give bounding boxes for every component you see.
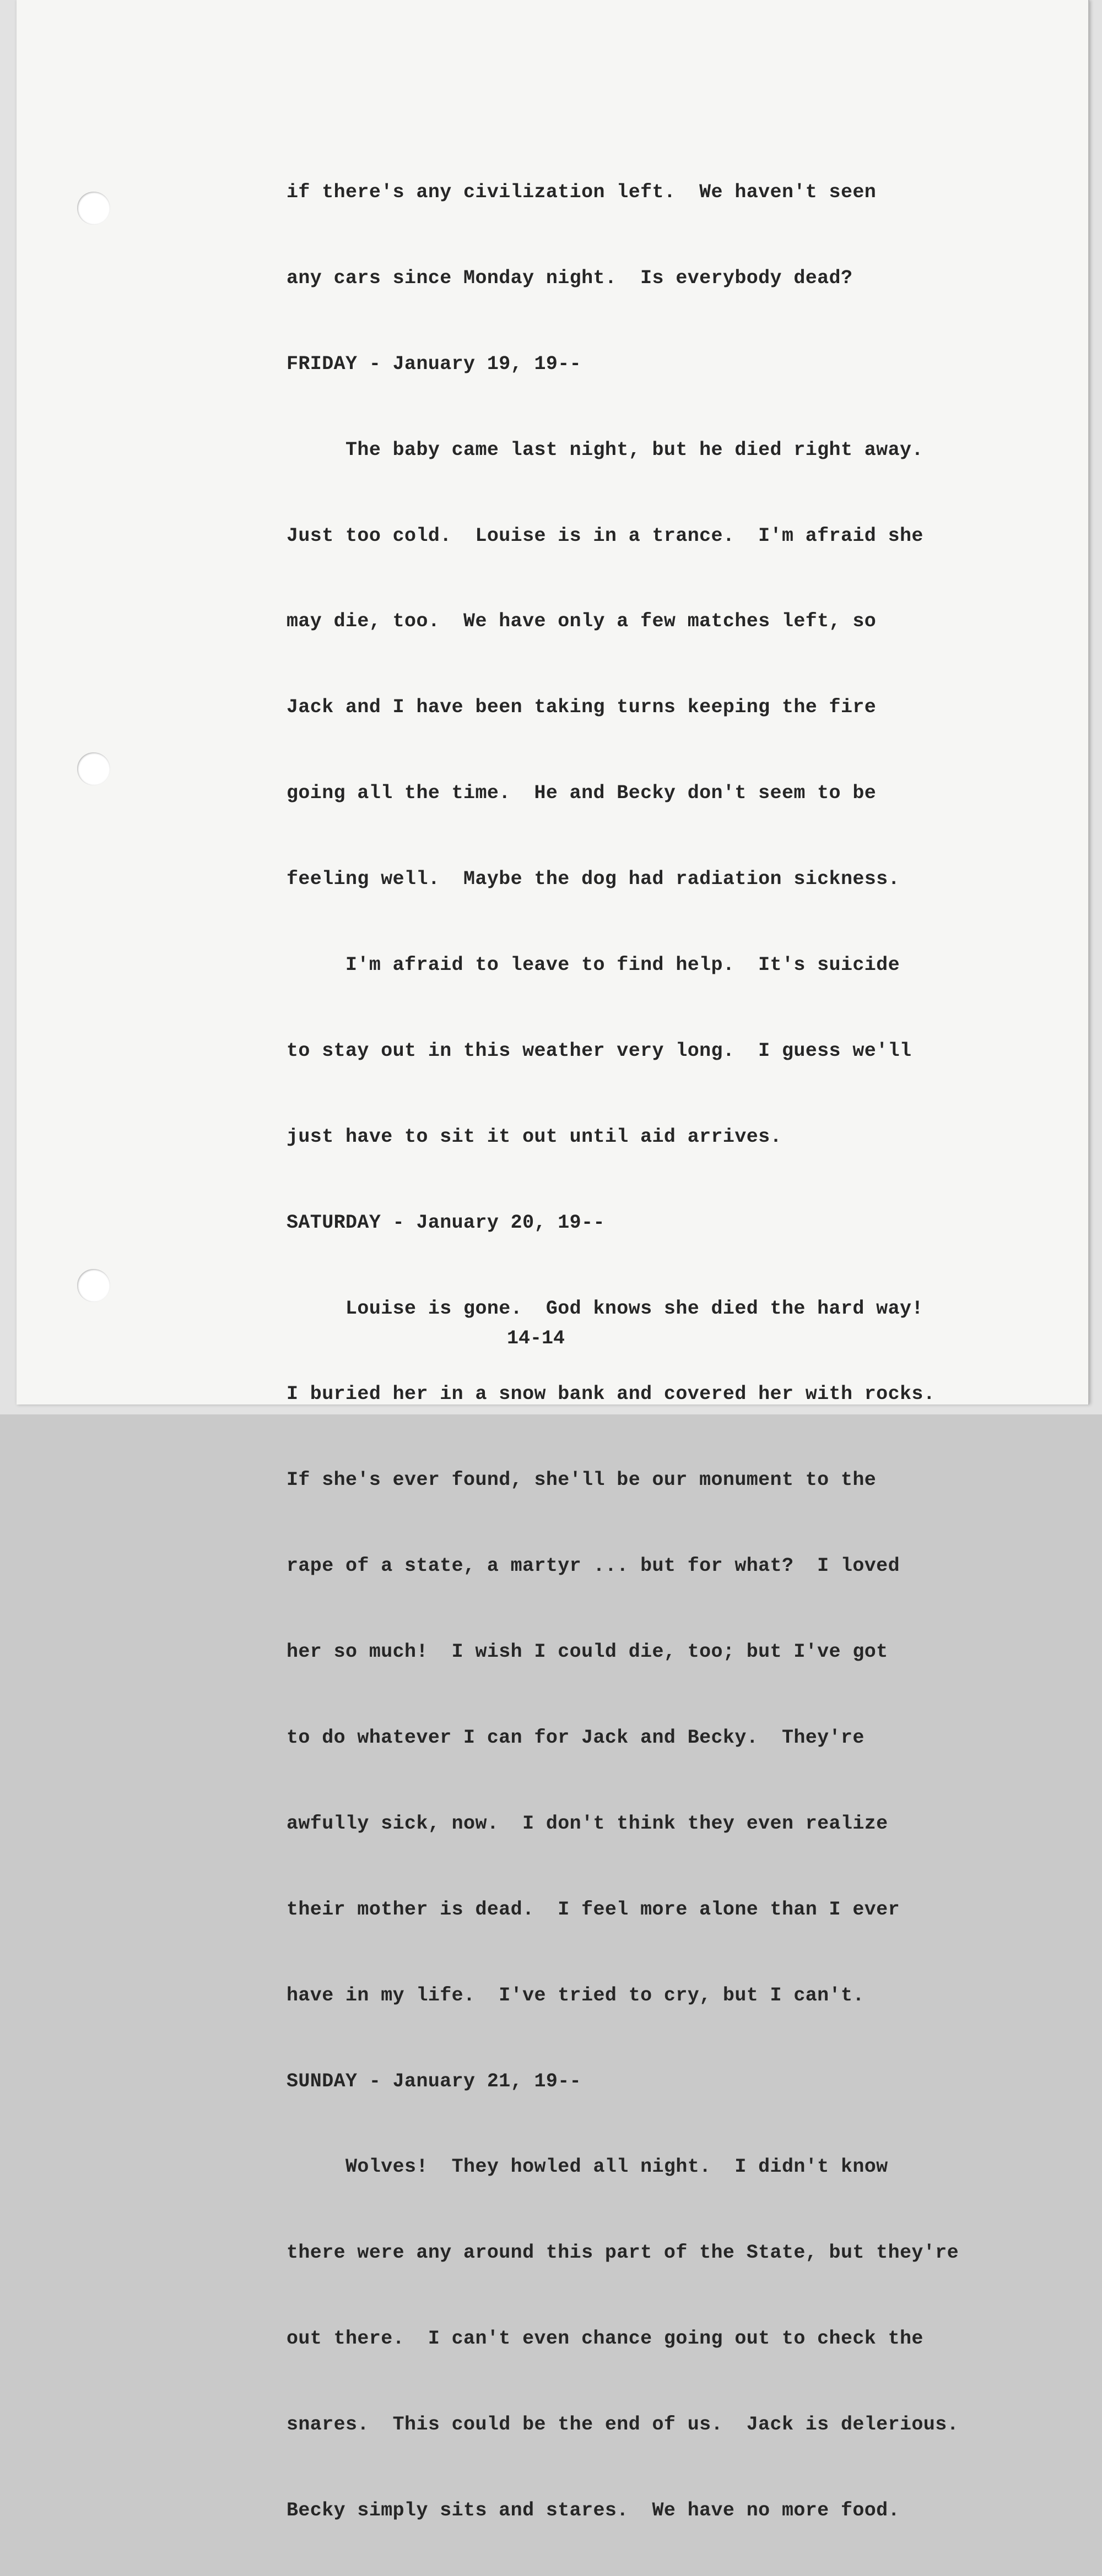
- binder-hole-top: [77, 192, 110, 225]
- text-line: Wolves! They howled all night. I didn't know: [287, 2156, 888, 2178]
- text-line: out there. I can't even chance going out to check the: [287, 2328, 923, 2350]
- text-line: Louise is gone. God knows she died the hard way!: [287, 1297, 923, 1320]
- text-line: The baby came last night, but he died right away.: [287, 438, 923, 461]
- text-line: going all the time. He and Becky don't seem to be: [287, 782, 877, 805]
- text-line: any cars since Monday night. Is everybody dead?: [287, 267, 853, 289]
- entry-heading-friday: FRIDAY - January 19, 19--: [287, 352, 582, 375]
- text-line: I buried her in a snow bank and covered her with rocks.: [287, 1383, 936, 1406]
- text-line: I'm afraid to leave to find help. It's suicide: [287, 954, 900, 977]
- journal-text-block: [287, 128, 1019, 2576]
- text-line: Becky simply sits and stares. We have no more food.: [287, 2499, 900, 2522]
- text-line: if there's any civilization left. We haven't seen: [287, 181, 877, 203]
- text-line: have in my life. I've tried to cry, but I can't.: [287, 1984, 865, 2006]
- text-line: their mother is dead. I feel more alone than I ever: [287, 1898, 900, 1921]
- entry-heading-sunday: SUNDAY - January 21, 19--: [287, 2070, 582, 2092]
- text-line: to stay out in this weather very long. I guess we'll: [287, 1039, 912, 1062]
- entry-heading-saturday: SATURDAY - January 20, 19--: [287, 1211, 605, 1234]
- text-line: to do whatever I can for Jack and Becky. They're: [287, 1727, 865, 1749]
- text-line: may die, too. We have only a few matches left, so: [287, 610, 877, 633]
- text-line: If she's ever found, she'll be our monument to the: [287, 1469, 877, 1492]
- text-line: Just too cold. Louise is in a trance. I'm afraid she: [287, 524, 923, 547]
- text-line: just have to sit it out until aid arrives.: [287, 1125, 782, 1148]
- text-line: snares. This could be the end of us. Jack is delerious.: [287, 2414, 959, 2436]
- text-line: her so much! I wish I could die, too; but I've got: [287, 1641, 888, 1663]
- page-number: 14-14: [507, 1327, 565, 1349]
- binder-hole-bottom: [77, 1269, 110, 1302]
- text-line: there were any around this part of the State, but they're: [287, 2242, 959, 2264]
- binder-hole-middle: [77, 752, 110, 785]
- text-line: Jack and I have been taking turns keeping the fire: [287, 696, 877, 719]
- text-line: rape of a state, a martyr ... but for what? I loved: [287, 1555, 900, 1577]
- text-line: feeling well. Maybe the dog had radiation sickness.: [287, 868, 900, 891]
- text-line: awfully sick, now. I don't think they even realize: [287, 1812, 888, 1835]
